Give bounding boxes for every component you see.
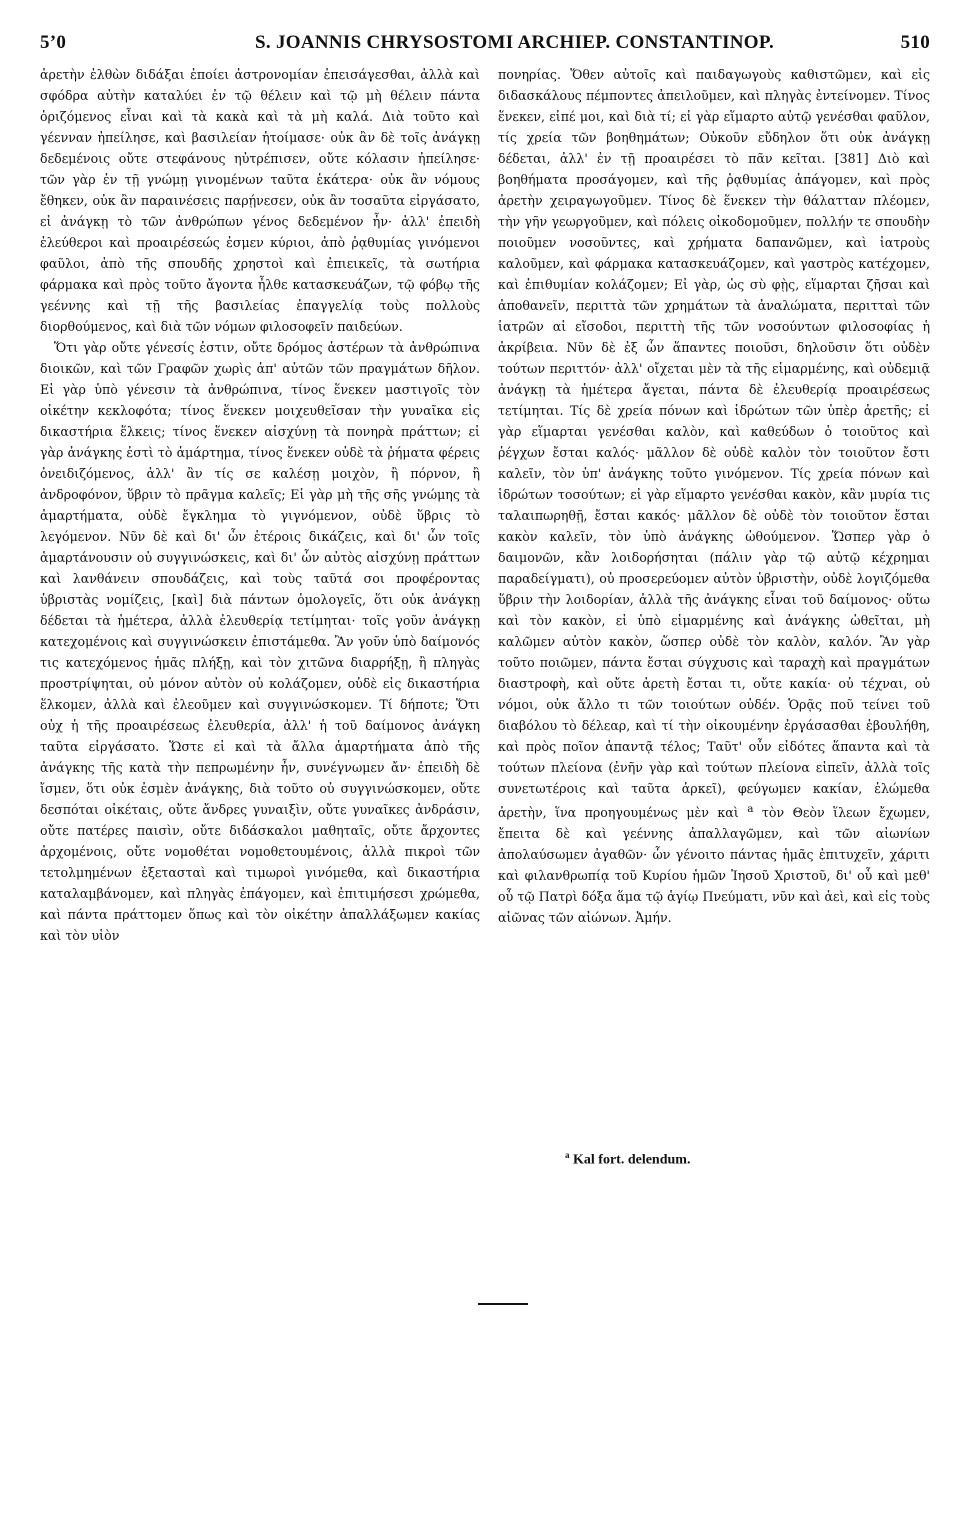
end-rule [478, 1303, 528, 1305]
right-paragraph-1 [498, 64, 930, 928]
running-title: S. JOANNIS CHRYSOSTOMI ARCHIEP. CONSTANTINOP. [255, 32, 775, 53]
footnote [565, 1150, 690, 1169]
left-paragraph-2: Ὅτι γὰρ οὔτε γένεσίς ἐστιν, οὔτε δρόμος ἀστέρων τὰ ἀνθρώπινα διοικῶν, καὶ τῶν Γραφῶν χωρὶς ἀπ' αὐτῶν τῶν πραγμάτων δῆλον. Εἰ γὰρ ὑπὸ γένεσιν τὰ ἀνθρώπινα, τίνος ἕνεκεν μαστιγοῖς τὸν οἰκέτην κεκλοφότα; τίνος ἕνεκεν μοιχευθεῖσαν τὴν γυναῖκα εἰς δικαστήρια ἕλκεις; τίνος ἕνεκεν αἰσχύνῃ τὰ πονηρὰ πράττων; εἰ γὰρ ἀνάγκης ἐστὶ τὸ ἁμάρτημα, τίνος ἕνεκεν οὐδὲ τὰ ῥήματα φέρεις ὀνειδιζόμενος, ἀλλ' ἂν τίς σε καλέσῃ μοιχὸν, ἢ πόρνον, ἢ ἀνδροφόνον, ὕβριν τὸ πρᾶγμα καλεῖς; Εἰ γὰρ μὴ τῆς σῆς γνώμης τὰ ἁμαρτήματα, οὐδὲ ἔγκλημα τὸ γιγνόμενον, οὐδὲ ὕβρις τὸ λεγόμενον. Νῦν δὲ καὶ δι' ὧν ἑτέροις δικάζεις, καὶ δι' ὧν τοῖς ἁμαρτάνουσιν οὐ συγγινώσκεις, καὶ δι' ὧν αὐτὸς αἰσχύνῃ πράττων καὶ λανθάνειν σπουδάζεις, καὶ τοὺς ταῦτά σοι προφέροντας ὑβριστὰς νομίζεις, [καὶ] διὰ πάντων ὁμολογεῖς, ὅτι οὐκ ἀνάγκῃ δέδεται τὰ ἡμέτερα, ἀλλὰ ἐλευθερίᾳ τετίμηται· τοῖς γοῦν ἀνάγκῃ κατεχομένοις καὶ συγγινώσκειν ἐπιστάμεθα. Ἂν γοῦν ὑπὸ δαίμονός τις κατεχόμενος ἡμᾶς πλήξῃ, καὶ τὸν χιτῶνα διαρρήξῃ, ἢ πληγὰς προστρίψηται, οὐ μόνον αὐτὸν οὐ κολάζομεν, οὐδὲ εἰς δικαστήρια ἕλκομεν, ἀλλὰ καὶ ἐλεοῦμεν καὶ συγγινώσκομεν. Τί δήποτε; Ὅτι οὐχ ἡ τῆς προαιρέσεως ἐλευθερία, ἀλλ' ἡ τοῦ δαίμονος ἀνάγκη ταῦτα εἰργάσατο. Ὥστε εἰ καὶ τὰ ἄλλα ἁμαρτήματα ἀπὸ τῆς ἀνάγκης τῆς κατὰ τὴν πεπρωμένην ἦν, συνέγνωμεν ἄν· ἐπειδὴ δὲ ἴσμεν, ὅτι οὐκ ἐσμὲν ἀνάγκης, διὰ τοῦτο οὐ συγγινώσκομεν, οὔτε δεσπόται οἰκέταις, οὔτε ἄνδρες γυναιξὶν, οὔτε γυναῖκες ἀνδράσιν, οὔτε πατέρες παισὶν, οὔτε διδάσκαλοι μαθηταῖς, οὔτε ἄρχοντες ἀρχομένοις, οὔτε νομοθέται νομοθετουμένοις, ἀλλὰ πικροὶ τῶν τετολμημένων ἐξετασταὶ καὶ τιμωροὶ γινόμεθα, καὶ δικαστήρια καταλαμβάνομεν, καὶ πληγὰς ἐπάγομεν, καὶ ἐπιτιμήσεσι χρώμεθα, καὶ πάντα πράττομεν ὅπως καὶ τὸν οἰκέτην ἀπαλλάξωμεν κακίας καὶ τὸν υἱὸν [40, 340, 480, 943]
right-column [498, 64, 930, 928]
running-header [40, 32, 930, 58]
left-paragraph-1: ἀρετὴν ἐλθὼν διδάξαι ἐποίει ἀστρονομίαν ἐπεισάγεσθαι, ἀλλὰ καὶ σφόδρα αὐτὴν καταλύει ἐν τῷ θέλειν καὶ τῷ μὴ θέλειν πάντα ὁριζόμενος εἶναι καὶ τὰ κακὰ καὶ τὰ μὴ καλά. Διὰ τοῦτο καὶ γέενναν ἠπείλησε, καὶ βασιλείαν ἡτοίμασε· οὐκ ἂν δὲ τοῖς ἀνάγκῃ δεδεμένοις οὔτε στεφάνους ηὐτρέπισεν, οὔτε κόλασιν ἠπείλησε· τῶν γὰρ ἐν τῇ γνώμῃ γινομένων ταῦτα ἑκάτερα· οὐκ ἂν νόμους ἔθηκεν, οὐκ ἂν παραινέσεις παρῄνεσεν, οὐκ ἂν τοσαῦτα εἰργάσατο, εἰ ἀνάγκῃ τὸ τῶν ἀνθρώπων γένος δεδεμένον ἦν· ἀλλ' ἐπειδὴ ἐλεύθεροι καὶ προαιρέσεώς ἐσμεν κύριοι, ἀπὸ ῥᾳθυμίας γινόμενοι φαῦλοι, ἀπὸ τῆς σπουδῆς χρηστοὶ καὶ ἐπιεικεῖς, τὰ σωτήρια φάρμακα καὶ πρὸς τοῦτο ἄγοντα ἦλθε κατασκευάζων, τῷ φόβῳ τῆς γεέννης καὶ τῇ τῆς βασιλείας ἐπαγγελίᾳ τοὺς πολλοὺς διορθούμενος, καὶ διὰ τῶν νόμων φιλοσοφεῖν παιδεύων. [40, 67, 480, 334]
right-paragraph-1-tail: τὸν Θεὸν ἵλεων ἔχωμεν, ἔπειτα δὲ καὶ γεέννης ἀπαλλαγῶμεν, καὶ τῶν αἰωνίων ἀπολαύσωμεν ἀγαθῶν· ὧν γένοιτο πάντας ἡμᾶς ἐπιτυχεῖν, χάριτι καὶ φιλανθρωπίᾳ τοῦ Κυρίου ἡμῶν Ἰησοῦ Χριστοῦ, δι' οὗ καὶ μεθ' οὗ τῷ Πατρὶ δόξα ἅμα τῷ ἁγίῳ Πνεύματι, νῦν καὶ ἀεὶ, καὶ εἰς τοὺς αἰῶνας τῶν αἰώνων. Ἀμήν. [498, 805, 930, 926]
footnote-marker: a [565, 1150, 570, 1160]
left-column [40, 64, 480, 946]
footnote-reference: a [747, 803, 754, 815]
page-number-right: 510 [900, 32, 930, 53]
page-number-left: 5’0 [40, 32, 67, 53]
footnote-text: Kal fort. delendum. [569, 1152, 691, 1168]
right-paragraph-1-text: πονηρίας. Ὅθεν αὐτοῖς καὶ παιδαγωγοὺς καθιστῶμεν, καὶ εἰς διδασκάλους πέμποντες ἀπειλοῦμεν, καὶ πληγὰς ἐντείνομεν. Τίνος ἕνεκεν, εἰπέ μοι, καὶ διὰ τί; εἰ γὰρ εἵμαρτο αὐτῷ γενέσθαι φαῦλον, τίς χρεία τῶν βοηθημάτων; Οὐκοῦν εὔδηλον ὅτι οὐκ ἀνάγκῃ δέδεται, ἀλλ' ἐν τῇ προαιρέσει τὸ πᾶν κεῖται. [381] Διὸ καὶ βοηθήματα προσάγομεν, καὶ τῆς ῥᾳθυμίας ἀπάγομεν, καὶ πρὸς ἀρετὴν χειραγωγοῦμεν. Τίνος δὲ ἕνεκεν τὴν θάλατταν πλέομεν, τὴν γῆν γεωργοῦμεν, καὶ πόλεις οἰκοδομοῦμεν, πολλήν τε σπουδὴν ποιοῦμεν νοσοῦντες, καὶ χρήματα δαπανῶμεν, καὶ ἰατροὺς καλοῦμεν, καὶ φάρμακα κατασκευάζομεν, καὶ γαστρὸς κατέχομεν, καὶ ἐπιθυμίαν κολάζομεν; Εἰ γὰρ, ὡς σὺ φῂς, εἵμαρται ζῆσαι καὶ ἀποθανεῖν, περιττὰ τῶν χρημάτων τὰ ἀναλώματα, περιτταὶ τῶν ἰατρῶν αἱ εἴσοδοι, περιττὴ τῆς τῶν νοσούντων φιλοσοφίας ἡ ἀκρίβεια. Νῦν δὲ ἐξ ὧν ἅπαντες ποιοῦσι, δηλοῦσιν ὅτι οὐδὲν τούτων περιττόν· ἀλλ' οἴχεται μὲν τὰ τῆς εἱμαρμένης, καὶ οὐδεμιᾷ ἀνάγκῃ τὰ ἡμέτερα ἄγεται, πάντα δὲ ἐλευθερίᾳ προαιρέσεως τετίμηται. Τίς δὲ χρεία πόνων καὶ ἱδρώτων τῶν ὑπὲρ ἀρετῆς; εἰ γὰρ εἵμαρται γενέσθαι καλὸν, καὶ καθεύδων ὁ τοιοῦτος καὶ ῥέγχων ἔσται καλός· μᾶλλον δὲ οὐδὲ καλὸν τὸν τοιοῦτον ἔστι καλεῖν, τὸν ὑπ' ἀνάγκης τοῦτο γινόμενον. Τίς χρεία πόνων καὶ ἱδρώτων τοσούτων; εἰ γὰρ εἵμαρτο γενέσθαι κακὸν, κἂν μυρία τις ταλαιπωρηθῇ, ἔσται κακός· μᾶλλον δὲ οὐδὲ τὸν τοιοῦτον ἔσται κακὸν καλεῖν, τὸν ὑπὸ ἀνάγκης ὠθούμενον. Ὥσπερ γὰρ ὁ δαιμονῶν, κἂν λοιδορήσηται (πάλιν γὰρ τῷ αὐτῷ κέχρημαι παραδείγματι), οὐ προσερεύομεν αὐτὸν ὑβριστὴν, οὐδὲ λογιζόμεθα ὕβριν τὴν λοιδορίαν, ἀλλὰ τῆς ἀνάγκης εἶναι τοῦ δαίμονος· οὕτω καὶ τὸν κακὸν, εἰ ὑπὸ εἱμαρμένης καὶ ἀνάγκης ὠθεῖται, μὴ καλῶμεν αὐτὸν κακὸν, ὥσπερ οὐδὲ τὸν καλὸν, καλόν. Ἂν γὰρ τοῦτο ποιῶμεν, πάντα ἔσται σύγχυσις καὶ ταραχὴ καὶ πραγμάτων διαστροφὴ, καὶ οὔτε ἀρετὴ ἔσται τι, οὔτε κακία· οὐ τέχναι, οὐ νόμοι, οὐκ ἄλλο τι τῶν τοιούτων οὐδέν. Ὁρᾷς ποῦ τείνει τοῦ διαβόλου τὸ δέλεαρ, καὶ τί τὴν οἰκουμένην ἐργάσασθαι ἐβουλήθη, καὶ πρὸς ποῖον ἀπαντᾷ τέλος; Ταῦτ' οὖν εἰδότες ἅπαντα καὶ τὰ τούτων πλείονα (ἐνῆν γὰρ καὶ τούτων πλείονα εἰπεῖν, ἀλλὰ τοῖς συνετωτέροις καὶ ταῦτα ἀρκεῖ), φεύγωμεν κακίαν, ἑλώμεθα ἀρετὴν, ἵνα προηγουμένως μὲν καὶ [498, 67, 930, 821]
